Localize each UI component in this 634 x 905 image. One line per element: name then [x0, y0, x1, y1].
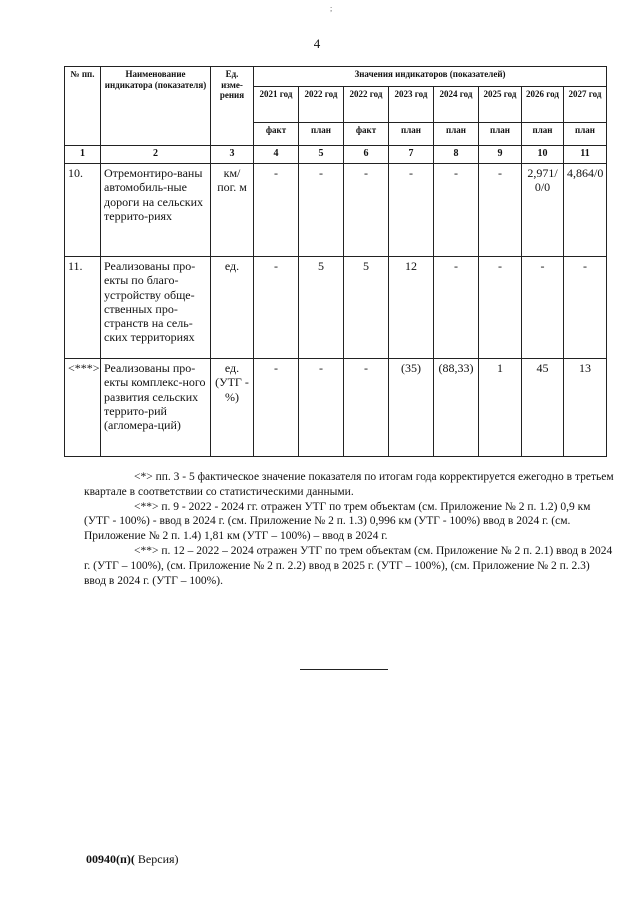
value-cell: - [522, 257, 564, 359]
column-number: 2 [101, 146, 211, 164]
divider-line [300, 669, 388, 670]
header-type: факт [254, 123, 299, 146]
document-code-number: 00940(п)( [86, 852, 135, 866]
indicators-table [64, 66, 607, 457]
column-number: 3 [211, 146, 254, 164]
indicator-name: Реализованы про-екты комплекс-ного развития сельских террито-рий (агломера-ций) [101, 359, 211, 457]
header-no: № пп. [65, 67, 101, 146]
column-number: 8 [434, 146, 479, 164]
column-number: 6 [344, 146, 389, 164]
header-year: 2021 год [254, 87, 299, 123]
value-cell: - [254, 164, 299, 257]
value-cell: 13 [564, 359, 607, 457]
row-number: 10. [65, 164, 101, 257]
value-cell: 4,864/0 [564, 164, 607, 257]
header-type: план [434, 123, 479, 146]
header-year: 2027 год [564, 87, 607, 123]
value-cell: 5 [299, 257, 344, 359]
value-cell: - [299, 359, 344, 457]
header-type: план [479, 123, 522, 146]
value-cell: 2,971/ 0/0 [522, 164, 564, 257]
table-row [65, 164, 607, 257]
header-type: план [299, 123, 344, 146]
column-number: 9 [479, 146, 522, 164]
header-year: 2022 год [299, 87, 344, 123]
document-version: Версия) [134, 852, 179, 866]
value-cell: - [434, 257, 479, 359]
header-year: 2023 год [389, 87, 434, 123]
header-row-top [65, 67, 607, 87]
table-row [65, 257, 607, 359]
value-cell: 5 [344, 257, 389, 359]
value-cell: - [344, 359, 389, 457]
value-cell: - [434, 164, 479, 257]
document-code [86, 852, 179, 867]
header-type: план [389, 123, 434, 146]
header-name: Наименование индикатора (показателя) [101, 67, 211, 146]
unit-cell: ед. (УТГ - %) [211, 359, 254, 457]
indicator-name: Отремонтиро-ваны автомобиль-ные дороги на сельских террито-риях [101, 164, 211, 257]
header-year: 2024 год [434, 87, 479, 123]
header-values-group: Значения индикаторов (показателей) [254, 67, 607, 87]
value-cell: 1 [479, 359, 522, 457]
value-cell: (35) [389, 359, 434, 457]
column-number: 5 [299, 146, 344, 164]
row-number: <***> [65, 359, 101, 457]
column-number: 10 [522, 146, 564, 164]
value-cell: 45 [522, 359, 564, 457]
row-number: 11. [65, 257, 101, 359]
value-cell: 12 [389, 257, 434, 359]
value-cell: - [389, 164, 434, 257]
value-cell: (88,33) [434, 359, 479, 457]
column-number-row [65, 146, 607, 164]
table-row [65, 359, 607, 457]
value-cell: - [564, 257, 607, 359]
value-cell: - [299, 164, 344, 257]
column-number: 4 [254, 146, 299, 164]
unit-cell: ед. [211, 257, 254, 359]
scan-speck: ; [330, 4, 333, 13]
header-year: 2025 год [479, 87, 522, 123]
header-type: план [522, 123, 564, 146]
header-year: 2026 год [522, 87, 564, 123]
unit-cell: км/ пог. м [211, 164, 254, 257]
page-number: 4 [313, 36, 321, 51]
column-number: 1 [65, 146, 101, 164]
header-type: план [564, 123, 607, 146]
header-year: 2022 год [344, 87, 389, 123]
indicator-name: Реализованы про-екты по благо-устройству обще-ственных про-странств на сель-ских территориях [101, 257, 211, 359]
value-cell: - [479, 257, 522, 359]
column-number: 7 [389, 146, 434, 164]
footnotes [84, 470, 614, 588]
value-cell: - [344, 164, 389, 257]
column-number: 11 [564, 146, 607, 164]
value-cell: - [254, 359, 299, 457]
footnote: <*> пп. 3 - 5 фактическое значение показателя по итогам года корректируется ежегодно в третьем квартале в соответствии со статистическими данными. [84, 471, 614, 498]
footnote: <**> п. 9 - 2022 - 2024 гг. отражен УТГ по трем объектам (см. Приложение № 2 п. 1.2) 0,9 км (УТГ - 100%) - ввод в 2024 г. (см. Приложение № 2 п. 1.3) 0,996 км (УТГ - 100%) ввод в 2024 г. (см. Приложение № 2 п. 1.4) 1,81 км (УТГ – 100%) – ввод в 2024 г. [84, 500, 591, 543]
value-cell: - [254, 257, 299, 359]
header-unit: Ед. изме-рения [211, 67, 254, 146]
header-type: факт [344, 123, 389, 146]
value-cell: - [479, 164, 522, 257]
footnote: <**> п. 12 – 2022 – 2024 отражен УТГ по трем объектам (см. Приложение № 2 п. 2.1) ввод в 2024 г. (УТГ – 100%), (см. Приложение № 2 п. 2.2) ввод в 2025 г. (УТГ – 100%), (см. Приложение № 2 п. 2.3) ввод в 2024 г. (УТГ – 100%). [84, 544, 613, 587]
